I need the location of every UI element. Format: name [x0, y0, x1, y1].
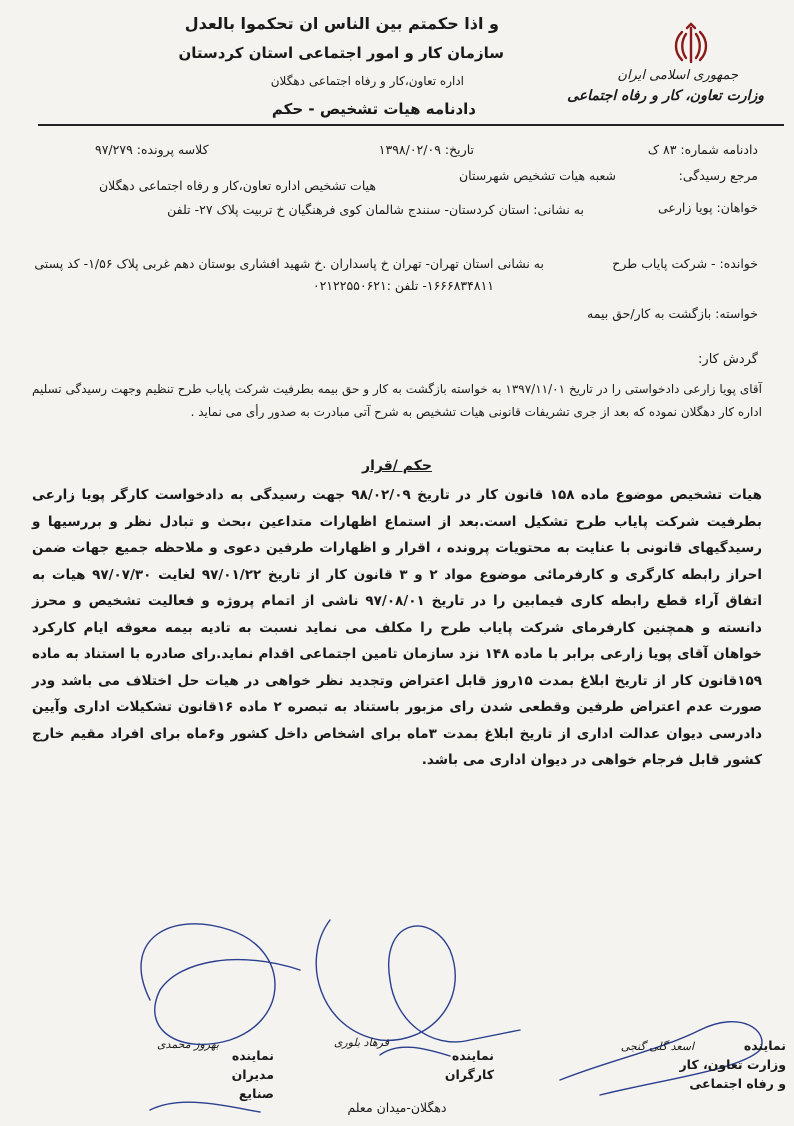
request: خواسته: بازگشت به کار/حق بیمه: [587, 306, 758, 321]
signature-block-managers: نماینده مدیران صنایع: [231, 1048, 274, 1101]
iran-emblem-icon: [668, 22, 714, 68]
reference-label: مرجع رسیدگی:: [678, 168, 758, 183]
verdict-title: حکم /قرار: [362, 458, 432, 474]
header-verse: و اذا حکمتم بین الناس ان تحکموا بالعدل: [184, 14, 499, 33]
verdict-text: هیات تشخیص موضوع ماده ۱۵۸ قانون کار در تاریخ ۹۸/۰۲/۰۹ جهت رسیدگی به دادخواست کارگر پویا زارعی بطرفیت شرکت پایاب طرح تشکیل است.بعد از استماع اظهارات متداعین ،بحث و تبادل نظر و بررسیها و رسیدگیهای قانونی با عنایت به محتویات پرونده ، اقرار و اظهارات طرفین دعوی و ملاحظه جمیع جهات ضمن احراز رابطه کارگری و کارفرمائی موضوع مواد ۲ و ۳ قانون کار از تاریخ ۹۷/۰۱/۲۲ لغایت ۹۷/۰۷/۳۰ هیات به اتفاق آراء قطع رابطه کاری فیمابین را در تاریخ ۹۷/۰۸/۰۱ ناشی از اتمام پروژه و فعالیت تشخیص و محرز دانسته و همچنین کارفرمای شرکت پایاب طرح را مکلف می نماید نسبت به تادیه بیمه معوقه ایام کارکرد خواهان آقای پویا زارعی برابر با ماده ۱۴۸ نزد سازمان تامین اجتماعی اقدام نماید.رای صادره با استناد به ماده ۱۵۹قانون کار از تاریخ ابلاغ بمدت ۱۵روز قابل اعتراض وتجدید نظر خواهی در هیات حل اختلاف می باشد ودر صورت عدم اعتراض طرفین وقطعی شدن رای مزبور باستناد به تبصره ۲ ماده ۱۶قانون تشکیلات اداری وآیین دادرسی دیوان عدالت اداری از تاریخ ابلاغ بمدت ۳ماه برای اشخاص داخل کشور و۶ماه برای افراد مقیم خارج کشور قابل فرجام خواهی در دیوان اداری می باشد.: [32, 487, 763, 768]
signature-block-workers: نماینده کارگران: [444, 1048, 494, 1082]
logo-text-republic: جمهوری اسلامی ایران: [617, 68, 738, 83]
header-organization: سازمان کار و امور اجتماعی استان کردستان: [178, 44, 504, 62]
defendant: خوانده: - شرکت پایاب طرح: [612, 256, 758, 271]
claimant: خواهان: پویا زارعی: [657, 200, 758, 215]
document-title: دادنامه هیات تشخیص - حکم: [271, 100, 476, 118]
header-department: اداره تعاون،کار و رفاه اجتماعی دهگلان: [270, 74, 464, 88]
process-text: آقای پویا زارعی دادخواستی را در تاریخ ۱۳۹۷/۱۱/۰۱ به خواسته بازگشت به کار و حق بیمه بطرفیت شرکت پایاب طرح تنظیم وجهت رسیدگی تسلیم اداره کار دهگلان نموده که بعد از جری تشریفات قانونی هیات تشخیص به شرح آتی مبادرت به صدور رأی می نماید .: [32, 382, 762, 419]
signature-name-managers: بهروز محمدی: [156, 1038, 219, 1051]
defendant-address-phone: ۱۶۶۶۸۳۴۸۱۱- تلفن :۰۲۱۲۲۵۵۰۶۲۱: [312, 278, 494, 293]
claimant-address: به نشانی: استان کردستان- سنندج شالمان کوی فرهنگیان خ تربیت پلاک ۲۷- تلفن: [167, 202, 584, 217]
process-title: گردش کار:: [698, 352, 758, 367]
case-class: کلاسه پرونده: ۹۷/۲۷۹: [95, 142, 209, 157]
signature-scribbles: [0, 880, 794, 1126]
signature-name-workers: فرهاد بلوری: [333, 1036, 389, 1049]
decision-date: تاریخ: ۱۳۹۸/۰۲/۰۹: [378, 142, 474, 157]
signature-mid-mark: [316, 920, 520, 1042]
footer-address: دهگلان-میدان معلم: [347, 1100, 447, 1115]
header-divider: [38, 124, 784, 126]
signature-name-ministry: اسعد گلی گنجی: [620, 1040, 694, 1053]
reference-value-detail: هیات تشخیص اداره تعاون،کار و رفاه اجتماعی دهگلان: [99, 178, 376, 193]
signature-block-ministry: نماینده وزارت تعاون، کار و رفاه اجتماعی: [679, 1038, 786, 1091]
reference-value: شعبه هیات تشخیص شهرستان: [459, 168, 616, 183]
signature-left-mark: [141, 924, 300, 1045]
defendant-address: به نشانی استان تهران- تهران خ پاسداران .خ شهید افشاری بوستان دهم غربی پلاک ۱/۵۶- کد پستی: [34, 256, 544, 271]
decision-number: دادنامه شماره: ۸۳ ک: [647, 142, 758, 157]
logo-text-ministry: وزارت تعاون، کار و رفاه اجتماعی: [567, 88, 764, 104]
